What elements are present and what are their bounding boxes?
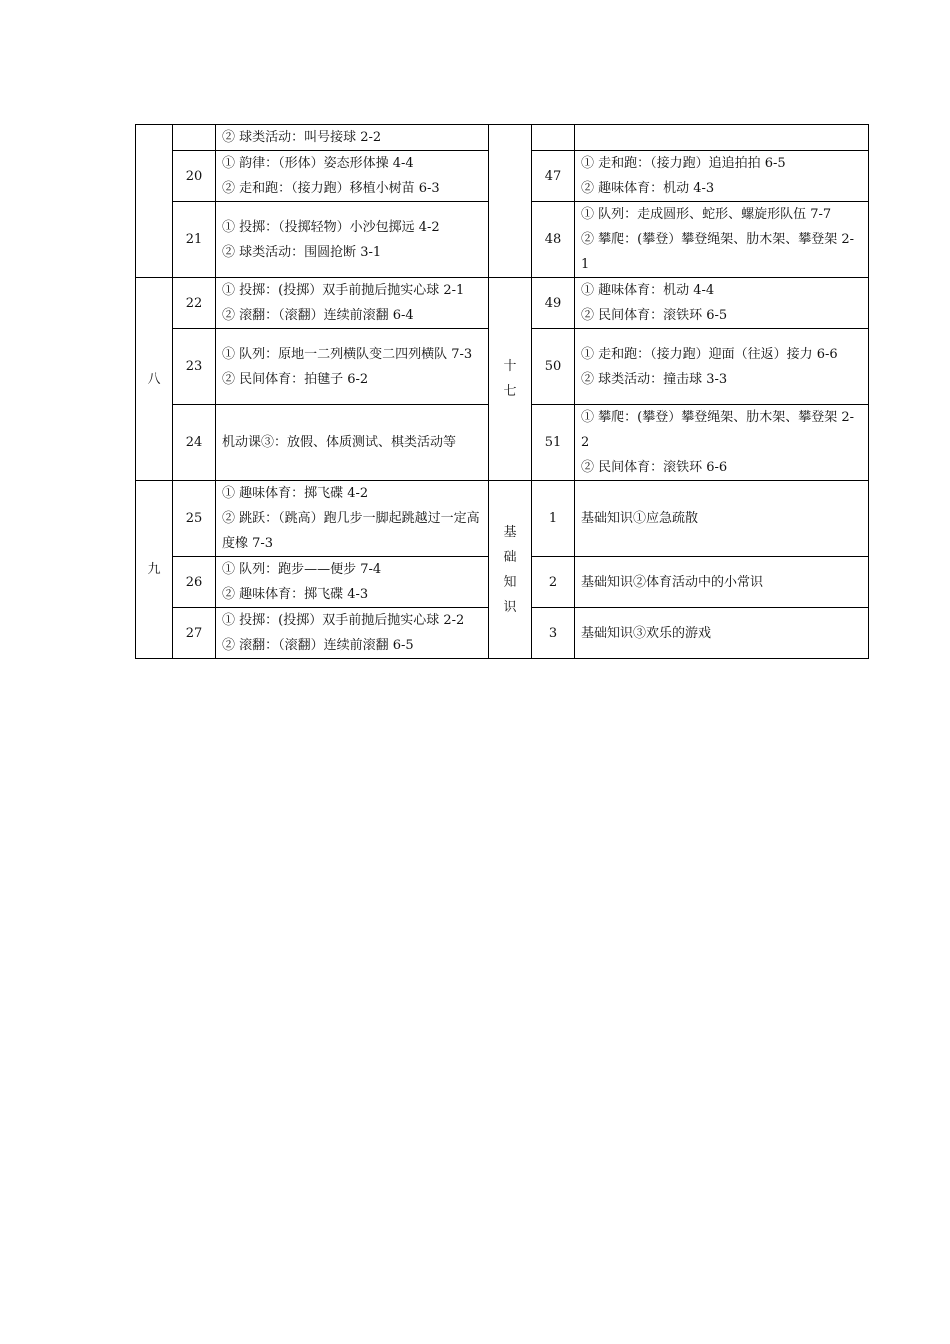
week-cell: [136, 278, 173, 481]
lesson-number: [532, 125, 575, 151]
table-row: [136, 125, 869, 151]
lesson-line: 基础知识③欢乐的游戏: [581, 625, 712, 641]
lesson-content: [216, 557, 489, 608]
lesson-schedule-table: [135, 124, 869, 659]
week-cell: [489, 125, 532, 278]
lesson-number: 1: [532, 481, 575, 557]
lesson-line: ② 滚翻：（滚翻）连续前滚翻 6-5: [222, 638, 414, 653]
week-label: 十七: [503, 359, 517, 399]
lesson-number: 2: [532, 557, 575, 608]
lesson-line: ① 趣味体育：掷飞碟 4-2: [222, 486, 369, 501]
lesson-line: ① 投掷：（投掷轻物）小沙包掷远 4-2: [222, 219, 440, 235]
lesson-number: 50: [532, 329, 575, 405]
lesson-number: 26: [173, 557, 216, 608]
lesson-line: ① 走和跑：（接力跑）迎面（往返）接力 6-6: [581, 346, 838, 362]
week-label: 九: [147, 562, 161, 577]
lesson-content: [575, 405, 869, 481]
lesson-content: [216, 202, 489, 278]
lesson-content: [575, 151, 869, 202]
lesson-line: ① 队列：走成圆形、蛇形、螺旋形队伍 7-7: [581, 207, 832, 222]
lesson-number: 47: [532, 151, 575, 202]
lesson-number: 20: [173, 151, 216, 202]
lesson-content: [575, 329, 869, 405]
lesson-content: [575, 557, 869, 608]
lesson-line: ② 球类活动：叫号接球 2-2: [222, 130, 382, 145]
lesson-line: ② 民间体育：滚铁环 6-6: [581, 460, 728, 475]
lesson-content: [216, 405, 489, 481]
lesson-line: ② 趣味体育：机动 4-3: [581, 181, 715, 196]
week-cell: [136, 125, 173, 278]
lesson-number: 48: [532, 202, 575, 278]
lesson-line: ① 韵律：（形体）姿态形体操 4-4: [222, 156, 414, 171]
lesson-number: 22: [173, 278, 216, 329]
lesson-content: [575, 125, 869, 151]
lesson-content: [216, 608, 489, 659]
lesson-number: 25: [173, 481, 216, 557]
lesson-line: ② 球类活动：围圆抢断 3-1: [222, 244, 382, 260]
lesson-number: 49: [532, 278, 575, 329]
lesson-content: [575, 481, 869, 557]
lesson-line: ② 趣味体育：掷飞碟 4-3: [222, 587, 369, 602]
lesson-content: [575, 202, 869, 278]
lesson-line: 基础知识①应急疏散: [581, 511, 699, 526]
lesson-number: 27: [173, 608, 216, 659]
lesson-line: 基础知识②体育活动中的小常识: [581, 574, 764, 590]
lesson-number: 21: [173, 202, 216, 278]
lesson-content: [216, 481, 489, 557]
lesson-line: ② 滚翻：（滚翻）连续前滚翻 6-4: [222, 308, 414, 323]
week-label: 八: [147, 371, 161, 387]
lesson-line: ① 走和跑：（接力跑）追追拍拍 6-5: [581, 156, 786, 171]
lesson-line: ① 投掷：(投掷）双手前抛后抛实心球 2-2: [222, 613, 465, 628]
table-row: [136, 278, 869, 329]
lesson-line: ① 投掷：(投掷）双手前抛后抛实心球 2-1: [222, 283, 465, 298]
lesson-content: [216, 278, 489, 329]
lesson-number: 24: [173, 405, 216, 481]
week-cell: [489, 278, 532, 481]
lesson-line: ① 队列：原地一二列横队变二四列横队 7-3: [222, 346, 473, 362]
lesson-content: [575, 278, 869, 329]
lesson-content: [216, 329, 489, 405]
week-cell: [136, 481, 173, 659]
lesson-line: ② 球类活动：撞击球 3-3: [581, 371, 728, 387]
lesson-content: [216, 125, 489, 151]
lesson-line: ① 队列：跑步——便步 7-4: [222, 562, 382, 577]
lesson-line: ② 走和跑：（接力跑）移植小树苗 6-3: [222, 181, 440, 196]
lesson-line: 机动课③：放假、体质测试、棋类活动等: [222, 435, 457, 450]
lesson-content: [216, 151, 489, 202]
lesson-line: ② 攀爬：(攀登）攀登绳架、肋木架、攀登架 2-1: [581, 232, 855, 272]
lesson-line: ① 攀爬：(攀登）攀登绳架、肋木架、攀登架 2-2: [581, 410, 855, 450]
lesson-number: 3: [532, 608, 575, 659]
lesson-number: [173, 125, 216, 151]
lesson-number: 23: [173, 329, 216, 405]
lesson-line: ② 民间体育：滚铁环 6-5: [581, 308, 728, 323]
lesson-content: [575, 608, 869, 659]
lesson-line: ② 跳跃：（跳高）跑几步一脚起跳越过一定高度橡 7-3: [222, 511, 480, 551]
week-label: 基础知识: [503, 524, 517, 615]
week-cell: [489, 481, 532, 659]
table-row: [136, 481, 869, 557]
lesson-number: 51: [532, 405, 575, 481]
lesson-line: ① 趣味体育：机动 4-4: [581, 283, 715, 298]
lesson-line: ② 民间体育：拍毽子 6-2: [222, 371, 369, 387]
